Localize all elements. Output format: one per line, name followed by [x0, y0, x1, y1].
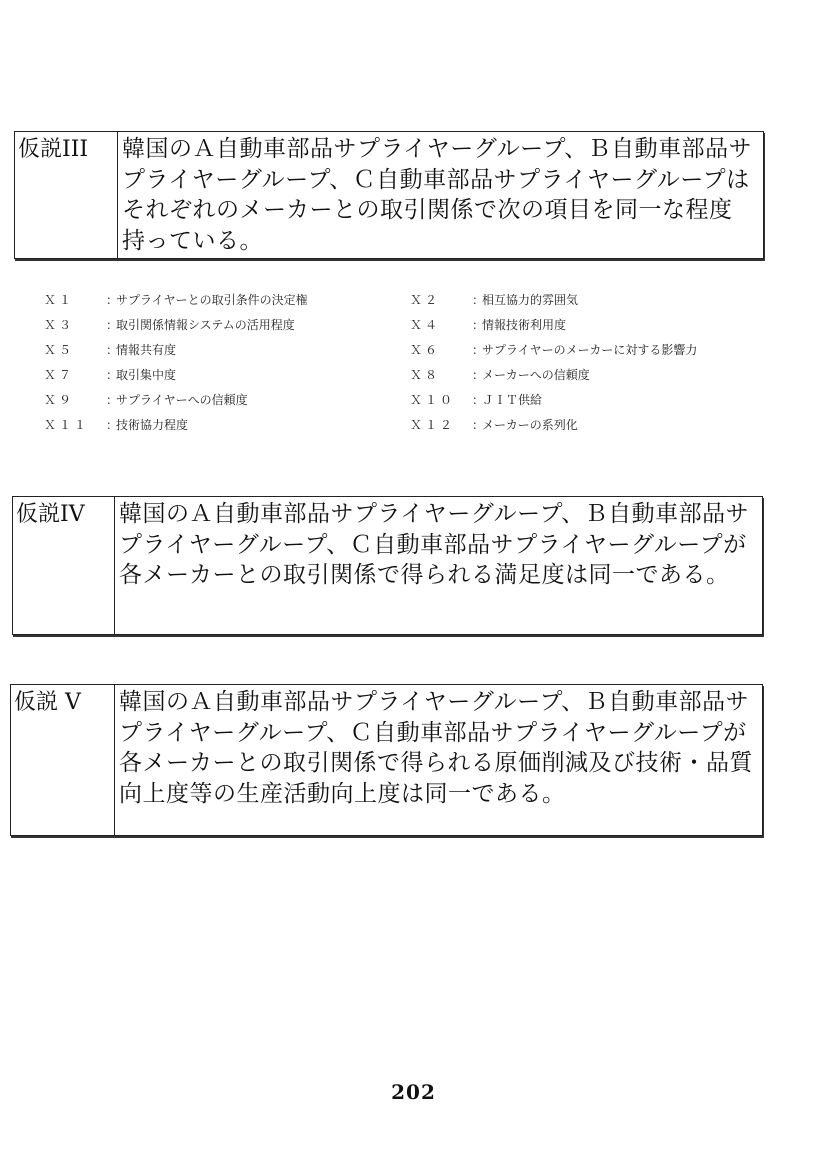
variable-separator: ：	[106, 393, 119, 407]
hypothesis-5-box	[10, 684, 763, 836]
variable-code: Ｘ４	[410, 318, 441, 332]
variable-code: Ｘ８	[410, 368, 441, 382]
variable-row	[40, 416, 800, 441]
variable-code: Ｘ５	[44, 343, 75, 357]
variable-code: Ｘ３	[44, 318, 75, 332]
variable-row	[40, 291, 800, 316]
variable-item-x1	[44, 291, 308, 308]
hypothesis-4-text: 韓国のＡ自動車部品サプライヤーグループ、Ｂ自動車部品サプライヤーグループ、Ｃ自動車部品サプライヤーグループが各メーカーとの取引関係で得られる満足度は同一である。	[119, 501, 750, 588]
variable-description: ＪＩＴ供給	[482, 393, 543, 407]
variable-description: 取引関係情報システムの活用程度	[116, 318, 295, 332]
variable-code: Ｘ１０	[410, 393, 456, 407]
variable-item-x10	[410, 391, 542, 408]
variable-item-x7	[44, 366, 176, 383]
variable-separator: ：	[472, 368, 485, 382]
variable-description: メーカーの系列化	[482, 418, 578, 432]
variable-separator: ：	[106, 343, 119, 357]
hypothesis-3-box	[14, 131, 764, 259]
variable-description: メーカーへの信頼度	[482, 368, 590, 382]
variable-item-x9	[44, 391, 248, 408]
variable-item-x11	[44, 416, 188, 433]
variable-item-x3	[44, 316, 295, 333]
variable-separator: ：	[472, 318, 485, 332]
variable-code: Ｘ１	[44, 293, 75, 307]
variable-row	[40, 316, 800, 341]
variable-code: Ｘ７	[44, 368, 75, 382]
variable-code: Ｘ２	[410, 293, 441, 307]
variable-description: 情報共有度	[116, 343, 177, 357]
variable-row	[40, 341, 800, 366]
variable-item-x4	[410, 316, 566, 333]
variable-code: Ｘ１１	[44, 418, 90, 432]
variable-code: Ｘ６	[410, 343, 441, 357]
hypothesis-3-text: 韓国のＡ自動車部品サプライヤーグループ、Ｂ自動車部品サプライヤーグループ、Ｃ自動車部品サプライヤーグループはそれぞれのメーカーとの取引関係で次の項目を同一な程度持っている。	[122, 136, 753, 254]
variable-item-x6	[410, 341, 697, 358]
variable-separator: ：	[472, 293, 485, 307]
variable-item-x2	[410, 291, 578, 308]
hypothesis-3-label: 仮説III	[15, 132, 118, 258]
variable-item-x5	[44, 341, 176, 358]
variable-separator: ：	[472, 393, 485, 407]
variable-description: 情報技術利用度	[482, 318, 567, 332]
variable-list	[40, 291, 800, 441]
variable-description: サプライヤーのメーカーに対する影響力	[482, 343, 698, 357]
variable-separator: ：	[106, 418, 119, 432]
variable-description: サプライヤーとの取引条件の決定権	[116, 293, 308, 307]
variable-description: 取引集中度	[116, 368, 177, 382]
hypothesis-4-box	[12, 496, 763, 635]
hypothesis-5-text: 韓国のＡ自動車部品サプライヤーグループ、Ｂ自動車部品サプライヤーグループ、Ｃ自動車部品サプライヤーグループが各メーカーとの取引関係で得られる原価削減及び技術・品質向上度等の生産活動向上度は同一である。	[119, 689, 754, 807]
variable-row	[40, 366, 800, 391]
hypothesis-5-label: 仮説 V	[11, 685, 115, 835]
variable-separator: ：	[106, 293, 119, 307]
variable-description: サプライヤーへの信頼度	[116, 393, 248, 407]
variable-item-x12	[410, 416, 578, 433]
variable-description: 技術協力程度	[116, 418, 189, 432]
hypothesis-4-label: 仮説IV	[13, 497, 115, 634]
variable-code: Ｘ９	[44, 393, 75, 407]
variable-code: Ｘ１２	[410, 418, 456, 432]
variable-separator: ：	[472, 418, 485, 432]
page-number: 202	[391, 1080, 436, 1104]
variable-item-x8	[410, 366, 590, 383]
variable-description: 相互協力的雰囲気	[482, 293, 579, 307]
variable-row	[40, 391, 800, 416]
variable-separator: ：	[106, 368, 119, 382]
variable-separator: ：	[472, 343, 485, 357]
variable-separator: ：	[106, 318, 119, 332]
